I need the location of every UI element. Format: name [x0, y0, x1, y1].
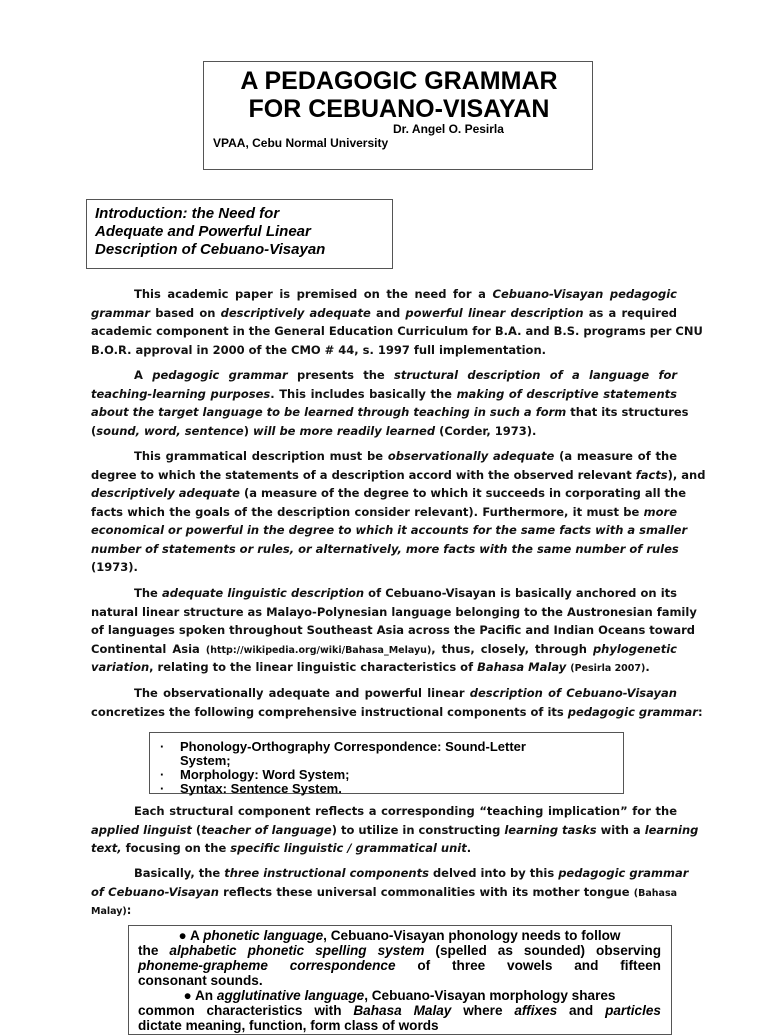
text-line: This grammatical description must be observationally adequate (a measure of the — [134, 449, 677, 463]
text-line: This academic paper is premised on the need for a Cebuano-Visayan pedagogic — [134, 287, 677, 301]
feature-line: ● An agglutinative language, Cebuano-Visayan morphology shares — [183, 988, 616, 1003]
text-line: teaching-learning purposes. This includes basically the making of descriptive statements — [91, 386, 677, 401]
text-line: (sound, word, sentence) will be more readily learned (Corder, 1973). — [91, 423, 537, 438]
paragraph-6 — [91, 802, 699, 858]
feature-line: dictate meaning, function, form class of words — [138, 1018, 439, 1033]
intro-heading-line: Description of Cebuano-Visayan — [95, 241, 326, 258]
text-line: facts which the goals of the description consider relevant). Furthermore, it must be more — [91, 504, 677, 519]
intro-heading-line: Introduction: the Need for — [95, 205, 280, 222]
text-line: applied linguist (teacher of language) to utilize in constructing learning tasks with a learning — [91, 822, 699, 837]
paragraph-3 — [91, 447, 706, 577]
text-line: about the target language to be learned through teaching in such a form that its structures — [91, 405, 689, 419]
author-affiliation: VPAA, Cebu Normal University — [213, 136, 389, 150]
bullet: · — [160, 739, 165, 754]
text-line: number of statements or rules, or alternatively, more facts with the same number of rules — [91, 541, 679, 556]
text-line: variation, relating to the linear linguistic characteristics of Bahasa Malay (Pesirla 2007). — [91, 660, 650, 674]
component-item-morphology: · Morphology: Word System; — [160, 767, 350, 782]
intro-heading-line: Adequate and Powerful Linear — [95, 223, 311, 240]
author-name: Dr. Angel O. Pesirla — [393, 122, 504, 136]
title-line-2: FOR CEBUANO-VISAYAN — [248, 95, 550, 123]
text-line: of languages spoken throughout Southeast Asia across the Pacific and Indian Oceans toward — [91, 623, 695, 637]
feature-line: phoneme-grapheme correspondence of three vowels and fifteen — [138, 958, 661, 973]
text-line: Basically, the three instructional components delved into by this pedagogic grammar — [134, 866, 689, 880]
text-line: academic component in the General Education Curriculum for B.A. and B.S. programs per CNU — [91, 324, 703, 338]
text-line: text, focusing on the specific linguistic / grammatical unit. — [91, 841, 472, 855]
component-item-phonology: · Phonology-Orthography Correspondence: Sound-Letter — [160, 739, 526, 754]
title-box — [203, 61, 593, 170]
component-item-phonology-cont: System; — [180, 753, 231, 768]
text-line: A pedagogic grammar presents the structural description of a language for — [134, 368, 678, 382]
paragraph-7 — [91, 864, 689, 920]
feature-line: consonant sounds. — [138, 973, 263, 988]
text-line: The observationally adequate and powerful linear description of Cebuano-Visayan — [134, 686, 677, 700]
text-line: Malay): — [91, 903, 132, 917]
text-line: economical or powerful in the degree to which it accounts for the same facts with a smaller — [91, 523, 688, 537]
text-line: natural linear structure as Malayo-Polynesian language belonging to the Austronesian family — [91, 604, 697, 619]
text-line: The adequate linguistic description of Cebuano-Visayan is basically anchored on its — [134, 586, 677, 600]
components-box — [149, 732, 624, 794]
text-line: grammar based on descriptively adequate and powerful linear description as a required — [91, 305, 678, 320]
text-line: of Cebuano-Visayan reflects these universal commonalities with its mother tongue (Bahasa — [91, 884, 678, 899]
features-box — [128, 925, 672, 1035]
paragraph-2 — [91, 366, 689, 440]
text-line: (1973). — [91, 560, 138, 574]
paragraph-5 — [91, 684, 703, 721]
text-line: B.O.R. approval in 2000 of the CMO # 44, s. 1997 full implementation. — [91, 342, 547, 357]
paragraph-4 — [91, 584, 697, 677]
bullet: · — [160, 781, 165, 796]
intro-heading-box — [86, 199, 393, 269]
paragraph-1 — [91, 285, 703, 359]
text-line: degree to which the statements of a description accord with the observed relevant facts), and — [91, 467, 706, 482]
feature-line: ● A phonetic language, Cebuano-Visayan phonology needs to follow — [178, 928, 621, 943]
component-item-syntax: · Syntax: Sentence System. — [160, 781, 342, 796]
text-line: descriptively adequate (a measure of the degree to which it succeeds in corporating all the — [91, 486, 687, 500]
text-line: concretizes the following comprehensive instructional components of its pedagogic grammar: — [91, 704, 703, 719]
feature-line: the alphabetic phonetic spelling system (spelled as sounded) observing — [138, 943, 661, 958]
title-line-1: A PEDAGOGIC GRAMMAR — [240, 67, 558, 95]
feature-line: common characteristics with Bahasa Malay where affixes and particles — [138, 1003, 661, 1018]
text-line: Each structural component reflects a corresponding “teaching implication” for the — [134, 804, 677, 818]
bullet: · — [160, 767, 165, 782]
text-line: Continental Asia (http://wikipedia.org/wiki/Bahasa_Melayu), thus, closely, through phylogenetic — [91, 641, 677, 656]
